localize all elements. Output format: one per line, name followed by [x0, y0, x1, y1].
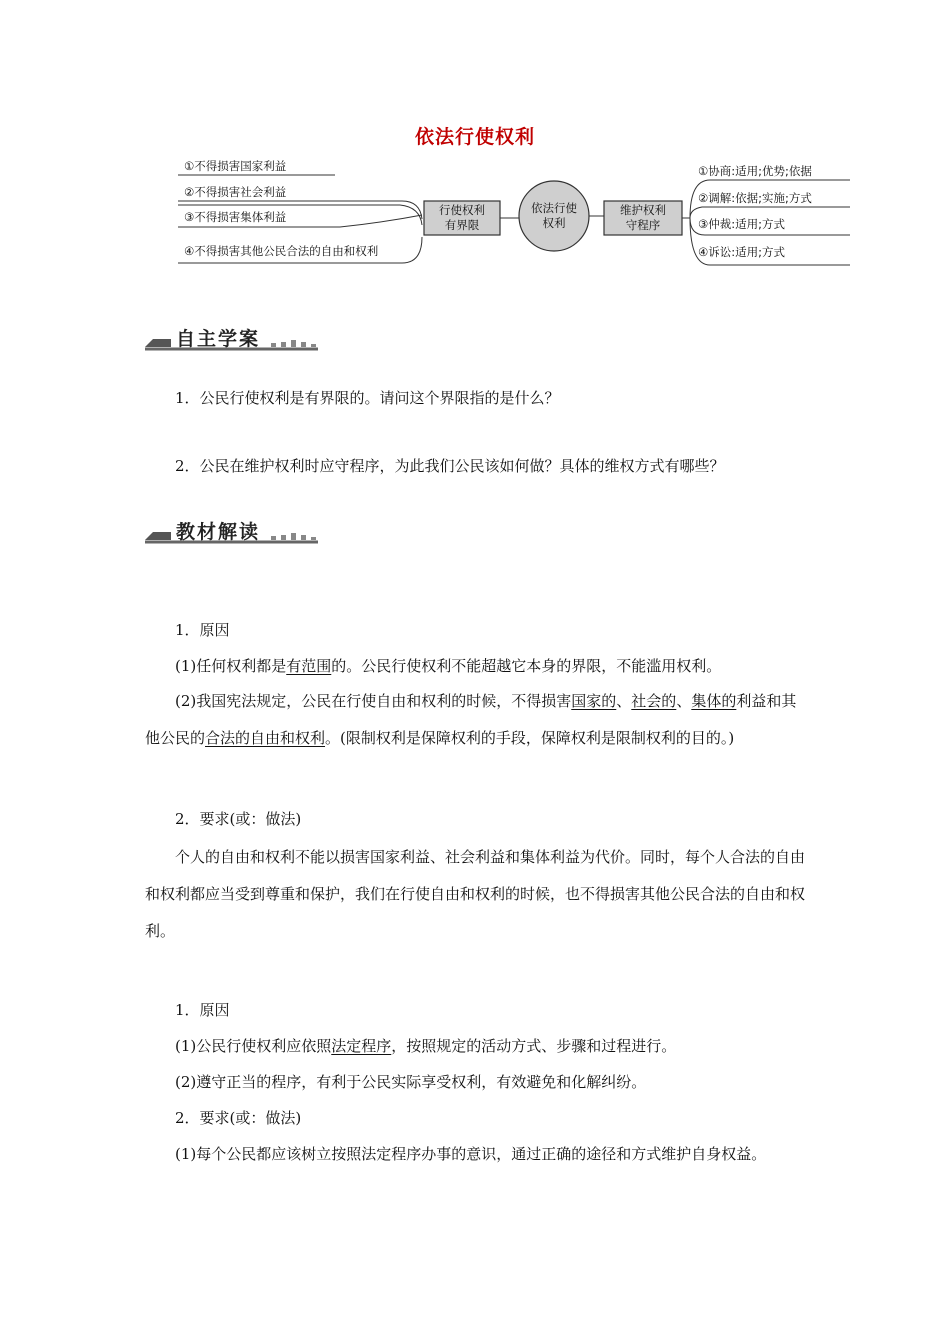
mind-map-right-box [604, 203, 682, 233]
mind-map-left-item: ②不得损害社会利益 [184, 185, 287, 199]
text-run: (2)我国宪法规定，公民在行使自由和权利的时候，不得损害 [175, 692, 572, 710]
section-title: 自主学案 [176, 328, 261, 350]
paragraph: (2)遵守正当的程序，有利于公民实际享受权利，有效避免和化解纠纷。 [175, 1073, 647, 1091]
mind-map-center-line: 依法行使 [531, 201, 577, 215]
mind-map-left-item: ①不得损害国家利益 [184, 159, 287, 173]
underlined-term: 法定程序 [331, 1037, 392, 1055]
section-banner-self-study [143, 327, 328, 355]
underlined-term: 国家的 [571, 692, 617, 710]
subheading: 1．原因 [175, 1001, 230, 1019]
underlined-term: 集体的 [691, 692, 737, 710]
paragraph: (1)每个公民都应该树立按照法定程序办事的意识，通过正确的途径和方式维护自身权益。 [175, 1145, 767, 1163]
question-item: 1．公民行使权利是有界限的。请问这个界限指的是什么？ [175, 389, 560, 407]
subheading: 2．要求(或：做法) [175, 810, 302, 828]
mind-map-right-item: ④诉讼:适用;方式 [698, 245, 786, 259]
subheading: 2．要求(或：做法) [175, 1109, 302, 1127]
paragraph: 个人的自由和权利不能以损害国家利益、社会利益和集体利益为代价。同时，每个人合法的自由和权利都应当受到尊重和保护，我们在行使自由和权利的时候，也不得损害其他公民合法的自由和权利。 [145, 848, 806, 940]
text-run: (1)公民行使权利应依照 [175, 1037, 332, 1055]
paragraph [145, 683, 809, 757]
mind-map-right-box-line: 守程序 [625, 218, 661, 232]
text-run: (1)任何权利都是 [175, 657, 287, 675]
page-title: 依法行使权利 [414, 126, 535, 148]
text-run: 、 [616, 692, 632, 710]
section-title: 教材解读 [176, 521, 261, 543]
text-run: 的。公民行使权利不能超越它本身的界限，不能滥用权利。 [331, 657, 722, 675]
mind-map-right-item: ③仲裁:适用;方式 [698, 217, 786, 231]
mind-map-left-box-line: 有界限 [444, 218, 480, 232]
mind-map [170, 155, 850, 275]
text-run: 、 [676, 692, 692, 710]
mind-map-left-box [424, 203, 500, 233]
mind-map-right-box-line: 维护权利 [620, 203, 666, 217]
subheading: 1．原因 [175, 621, 230, 639]
section-banner-textbook [143, 520, 328, 548]
mind-map-left-box-line: 行使权利 [439, 203, 485, 217]
question-item: 2．公民在维护权利时应守程序，为此我们公民该如何做？具体的维权方式有哪些？ [175, 457, 725, 475]
underlined-term: 社会的 [631, 692, 677, 710]
text-run: 利益和其他公民的 [145, 692, 797, 747]
paragraph [175, 656, 721, 676]
paragraph [175, 1036, 676, 1056]
mind-map-left-item: ③不得损害集体利益 [184, 210, 287, 224]
mind-map-left-item: ④不得损害其他公民合法的自由和权利 [184, 244, 379, 258]
mind-map-center-node [519, 201, 589, 231]
underlined-term: 合法的自由和权利 [205, 729, 326, 747]
text-run: ，按照规定的活动方式、步骤和过程进行。 [391, 1037, 677, 1055]
text-run: 。(限制权利是保障权利的手段，保障权利是限制权利的目的。) [325, 729, 735, 747]
mind-map-right-item: ①协商:适用;优势;依据 [698, 164, 812, 178]
mind-map-right-item: ②调解:依据;实施;方式 [698, 191, 812, 205]
underlined-term: 有范围 [286, 657, 332, 675]
mind-map-center-line: 权利 [542, 216, 566, 230]
